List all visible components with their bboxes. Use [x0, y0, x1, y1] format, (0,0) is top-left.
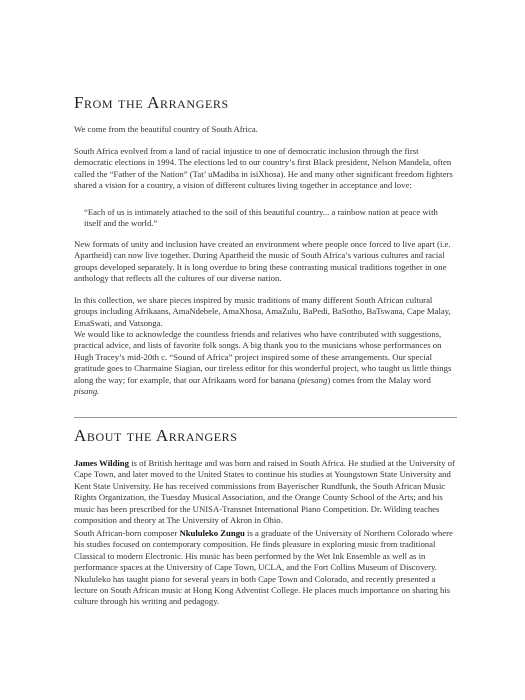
about-the-arrangers-heading: About the Arrangers	[74, 426, 238, 445]
nkululeko-zungu-intro: South African-born composer	[74, 528, 180, 538]
history-paragraph: South Africa evolved from a land of racial injustice to one of democratic inclusion through the first democratic elections in 1994. The elections led to our country’s first Black president, Nelson Mandela, often called the “Father of the Nation” (Tat’ uMadiba in isiXhosa). He and many other significant freedom fighters shared a vision for a country, a vision of different cultures living together in acceptance and love:	[74, 146, 453, 191]
acknowledgement-text-2: ) comes from the Malay word	[327, 374, 431, 385]
from-the-arrangers-heading: From the Arrangers	[74, 93, 229, 112]
nkululeko-zungu-bio-text: is a graduate of the University of Northern Colorado where his studies focused on contemporary composition. He finds pleasure in exploring music from traditional Classical to modern Electronic. His music has been performed by the Wet Ink Ensemble as well as in performance spaces at the University of Cape Town, UCLA, and the Fort Collins Museum of Discovery. Nkululeko has taught piano for several years in both Cape Town and Colorado, and recently presented a lecture on South African music at Hong Kong Adventist College. He places much importance on sharing his culture through his writing and pedagogy.	[74, 528, 453, 607]
mandela-quote: “Each of us is intimately attached to the soil of this beautiful country... a rainbow nation at peace with itself and the world.”	[84, 207, 438, 229]
pisang-word: pisang.	[74, 386, 100, 397]
collection-paragraph: In this collection, we share pieces inspired by music traditions of many different South African cultural groups including Afrikaans, AmaNdebele, AmaXhosa, AmaZulu, BaPedi, BaSotho, BaTswana, Cape Malay, EmaSwati, and Vatsonga.	[74, 295, 451, 328]
nkululeko-zungu-bio	[74, 528, 457, 608]
intro-paragraph: We come from the beautiful country of South Africa.	[74, 124, 258, 134]
acknowledgement-paragraph	[74, 329, 457, 397]
james-wilding-bio-text: is of British heritage and was born and raised in South Africa. He studied at the University of Cape Town, and later moved to the United States to continue his studies at Youngstown State University and Kent State University. He has received commissions from Bayerischer Rundfunk, the South African Music Rights Organization, the Tuesday Musical Association, and the Orange County School of the Arts; and his music has been prescribed for the UNISA-Transnet International Piano Competition. Dr. Wilding teaches composition and theory at The University of Akron in Ohio.	[74, 458, 455, 526]
james-wilding-bio	[74, 458, 457, 526]
section-divider	[74, 417, 457, 418]
piesang-word: piesang	[300, 374, 328, 385]
unity-paragraph: New formats of unity and inclusion have created an environment where people once forced to live apart (i.e. Apartheid) can now live together. During Apartheid the music of South Africa’s various cultures and racial groups developed separately. It is long overdue to bring these contrasting musical traditions together in one anthology that reflects all the cultures of our diverse nation.	[74, 239, 451, 284]
acknowledgement-text: We would like to acknowledge the countless friends and relatives who have contributed with suggestions, practical advice, and lists of favorite folk songs. A big thank you to the musicians whose performances on Hugh Tracey’s mid-20th c. “Sound of Africa” project inspired some of these arrangements. Our special gratitude goes to Charmaine Siagian, our tireless editor for this wonderful project, who taught us little things along the way; for example, that our Afrikaans word for banana (	[74, 329, 452, 385]
nkululeko-zungu-name: Nkululeko Zungu	[179, 528, 245, 538]
james-wilding-name: James Wilding	[74, 458, 129, 468]
